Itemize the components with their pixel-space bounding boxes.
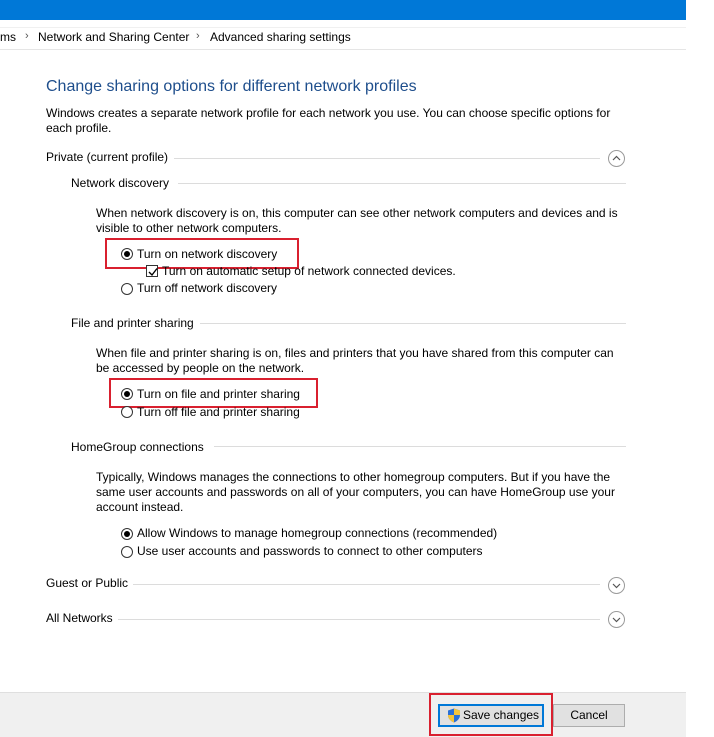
breadcrumb-item-network-sharing-center[interactable]: Network and Sharing Center: [38, 30, 190, 44]
homegroup-allow-radio[interactable]: [121, 528, 133, 540]
expand-all-networks-button[interactable]: [608, 611, 625, 628]
network-discovery-off-label[interactable]: Turn off network discovery: [137, 281, 278, 295]
section-divider: [174, 158, 600, 159]
file-sharing-off-label[interactable]: Turn off file and printer sharing: [137, 405, 300, 419]
homegroup-user-accounts-label[interactable]: Use user accounts and passwords to connect to other computers: [137, 544, 483, 558]
section-divider: [200, 323, 626, 324]
homegroup-user-accounts-radio[interactable]: [121, 546, 133, 558]
save-changes-button[interactable]: [438, 704, 544, 727]
chevron-down-icon: [612, 581, 621, 590]
section-divider: [118, 619, 600, 620]
file-sharing-title: File and printer sharing: [71, 316, 194, 330]
window-title-bar: [0, 0, 686, 20]
breadcrumb-separator: ›: [196, 30, 200, 42]
homegroup-title: HomeGroup connections: [71, 440, 204, 454]
network-discovery-title: Network discovery: [71, 176, 170, 190]
breadcrumb-separator: ›: [25, 30, 29, 42]
chevron-up-icon: [612, 154, 621, 163]
homegroup-desc-line1: Typically, Windows manages the connections to other homegroup computers. But if you have the: [96, 470, 611, 484]
homegroup-desc-line3: account instead.: [96, 500, 184, 514]
file-sharing-desc-line2: be accessed by people on the network.: [96, 361, 305, 375]
window-edge: [686, 0, 714, 736]
auto-setup-label[interactable]: Turn on automatic setup of network connected devices.: [162, 264, 456, 278]
private-profile-header[interactable]: Private (current profile): [46, 150, 169, 164]
expand-guest-button[interactable]: [608, 577, 625, 594]
chevron-down-icon: [612, 615, 621, 624]
section-divider: [178, 183, 626, 184]
network-discovery-desc-line1: When network discovery is on, this computer can see other network computers and devices and is: [96, 206, 618, 220]
auto-setup-checkbox[interactable]: [146, 265, 158, 277]
breadcrumb-item-advanced-sharing[interactable]: Advanced sharing settings: [210, 30, 351, 44]
intro-text-line2: each profile.: [46, 121, 112, 135]
page-title: Change sharing options for different network profiles: [46, 78, 417, 95]
section-divider: [214, 446, 626, 447]
network-discovery-off-radio[interactable]: [121, 283, 133, 295]
save-changes-label: Save changes: [463, 708, 540, 722]
cancel-button[interactable]: Cancel: [553, 704, 625, 727]
intro-text-line1: Windows creates a separate network profile for each network you use. You can choose specific options for: [46, 106, 611, 120]
breadcrumb-item-programs[interactable]: ms: [0, 30, 16, 44]
network-discovery-on-label[interactable]: Turn on network discovery: [137, 247, 278, 261]
collapse-private-button[interactable]: [608, 150, 625, 167]
file-sharing-on-label[interactable]: Turn on file and printer sharing: [137, 387, 300, 401]
homegroup-allow-label[interactable]: Allow Windows to manage homegroup connections (recommended): [137, 526, 498, 540]
all-networks-header[interactable]: All Networks: [46, 611, 113, 625]
homegroup-desc-line2: same user accounts and passwords on all of your computers, you can have HomeGroup use your: [96, 485, 615, 499]
checkmark-icon: [147, 266, 159, 278]
file-sharing-off-radio[interactable]: [121, 406, 133, 418]
network-discovery-on-radio[interactable]: [121, 248, 133, 260]
section-divider: [133, 584, 600, 585]
uac-shield-icon: [447, 708, 461, 723]
file-sharing-desc-line1: When file and printer sharing is on, files and printers that you have shared from this computer can: [96, 346, 614, 360]
file-sharing-on-radio[interactable]: [121, 388, 133, 400]
network-discovery-desc-line2: visible to other network computers.: [96, 221, 282, 235]
guest-public-header[interactable]: Guest or Public: [46, 576, 129, 590]
